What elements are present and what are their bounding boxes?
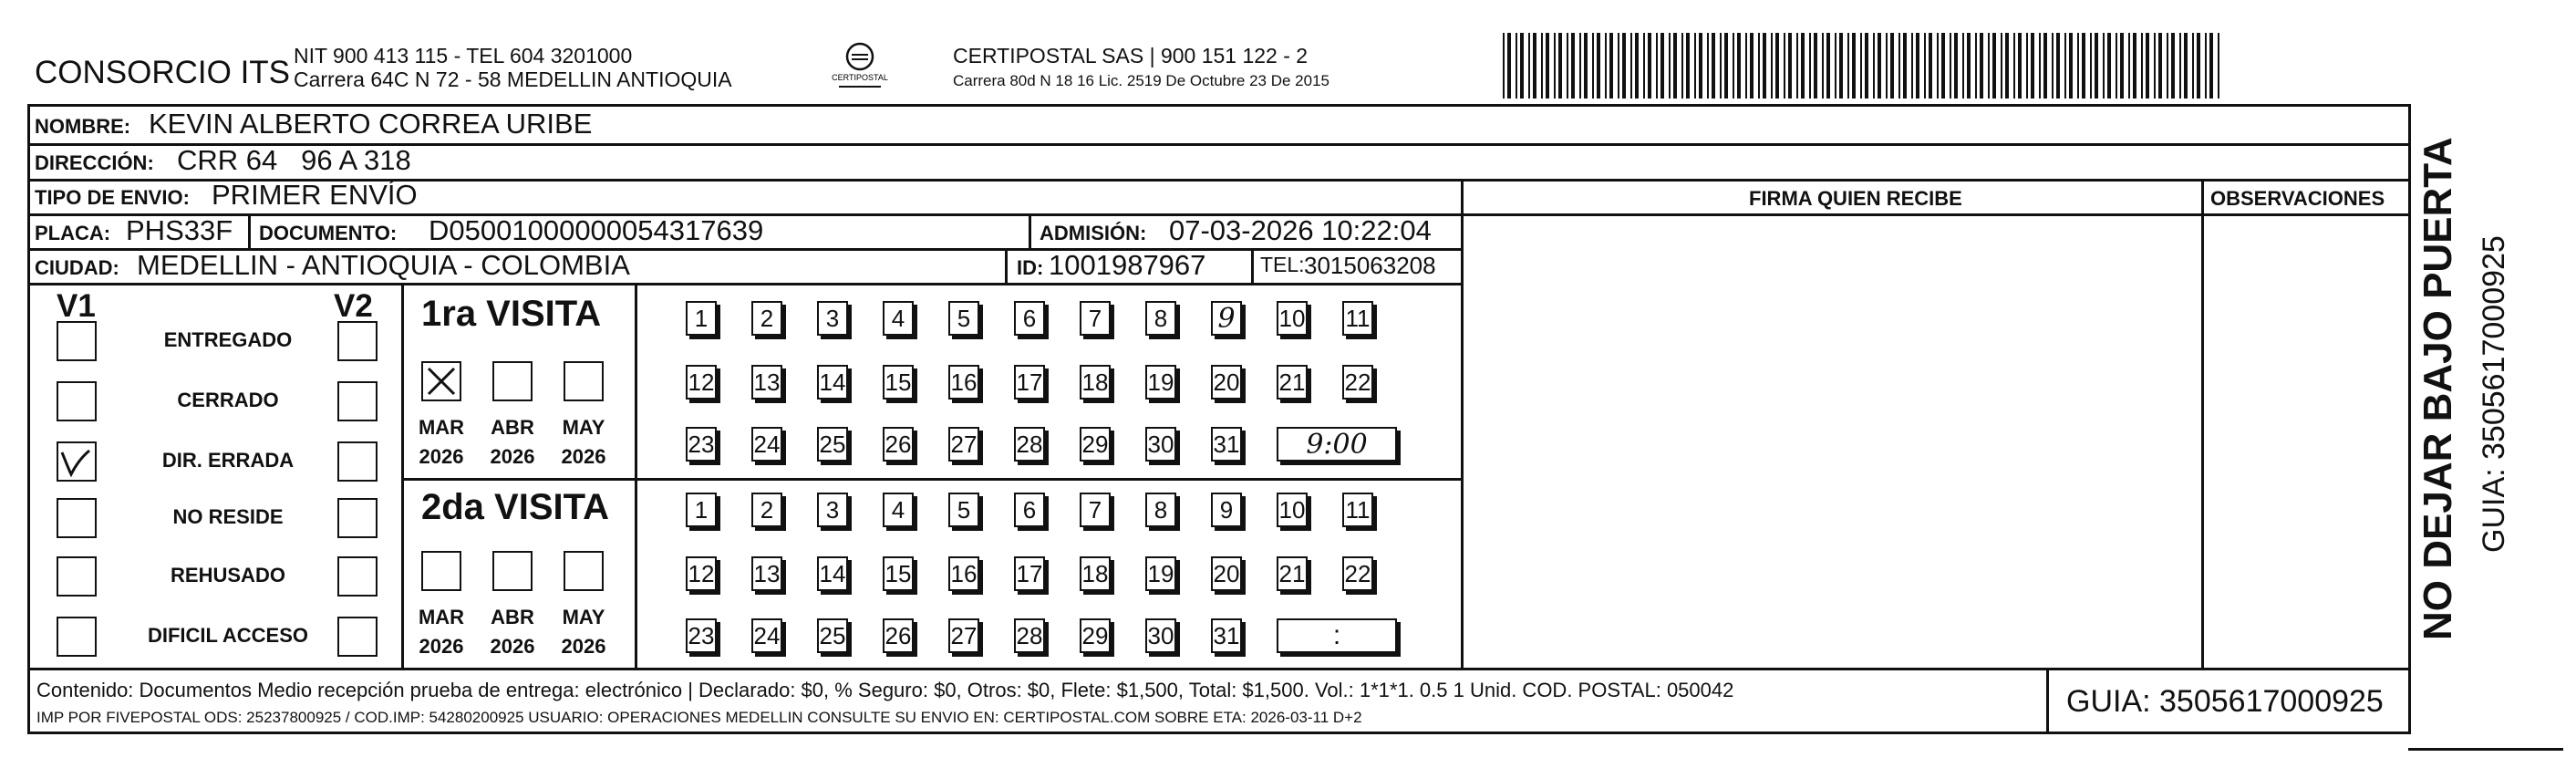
status-option-label: ENTREGADO [163,328,293,351]
license-line: Carrera 80d N 18 16 Lic. 2519 De Octubre 23 De 2015 [953,72,1329,89]
day-box[interactable]: 30 [1145,427,1176,462]
day-box[interactable]: 10 [1277,301,1308,336]
v2-checkbox[interactable] [337,556,378,597]
month-checkbox[interactable] [564,551,604,591]
day-box[interactable]: 9 [1211,493,1242,527]
day-box[interactable]: 4 [883,493,914,527]
placa-label: PLACA: [35,222,111,244]
observaciones-label: OBSERVACIONES [2210,187,2385,210]
day-box[interactable]: 6 [1014,301,1045,336]
day-box[interactable]: 17 [1014,556,1045,591]
v2-checkbox[interactable] [337,321,378,361]
day-box[interactable]: 22 [1342,556,1373,591]
month-checkbox[interactable] [564,361,604,401]
v2-label: V2 [334,288,373,324]
month-checkbox[interactable] [492,361,533,401]
month-label: MAY [562,606,605,628]
day-box[interactable]: 16 [948,556,979,591]
year-label: 2026 [561,635,606,658]
admision-value: 07-03-2026 10:22:04 [1169,214,1432,246]
contenido-line: Contenido: Documentos Medio recepción prueba de entrega: electrónico | Declarado: $0, % Seguro: $0, Otros: $0, Flete: $1,500, Total: $1,500. Vol.: 1*1*1. 0.5 1 Unid. COD. POSTAL: 050042 [36,679,1734,701]
day-box[interactable]: 17 [1014,365,1045,400]
year-label: 2026 [419,635,464,658]
day-box[interactable]: 3 [817,301,848,336]
no-dejar-bajo-puerta: NO DEJAR BAJO PUERTA [2416,137,2460,640]
day-box[interactable]: 18 [1080,556,1111,591]
month-label: MAY [562,416,605,439]
v2-checkbox[interactable] [337,441,378,482]
day-box[interactable]: 7 [1080,301,1111,336]
day-box[interactable]: 6 [1014,493,1045,527]
day-box[interactable]: 12 [686,556,717,591]
company-name: CONSORCIO ITS [35,55,291,90]
documento-label: DOCUMENTO: [259,222,398,244]
firma-quien-recibe-label: FIRMA QUIEN RECIBE [1749,187,1962,210]
status-option-label: DIFICIL ACCESO [147,624,309,647]
day-box[interactable]: 8 [1145,301,1176,336]
v1-checkbox[interactable] [57,556,97,597]
month-checkbox[interactable] [421,551,461,591]
v1-checkbox[interactable] [57,441,97,482]
day-box[interactable]: 21 [1277,556,1308,591]
id-value: 1001987967 [1049,249,1206,281]
time-box[interactable]: 9:00 [1277,427,1397,462]
day-box[interactable]: 23 [686,427,717,462]
v2-checkbox[interactable] [337,617,378,657]
nombre-label: NOMBRE: [35,115,131,138]
day-box[interactable]: 24 [751,618,782,653]
day-box[interactable]: 27 [948,427,979,462]
day-box[interactable]: 22 [1342,365,1373,400]
day-box[interactable]: 7 [1080,493,1111,527]
logo-caption: CERTIPOSTAL [832,73,888,82]
month-label: ABR [491,416,534,439]
tipo-envio-label: TIPO DE ENVIO: [35,186,190,209]
day-box[interactable]: 13 [751,556,782,591]
admision-label: ADMISIÓN: [1040,222,1147,244]
tel-label: TEL: [1260,253,1305,276]
day-box[interactable]: 29 [1080,427,1111,462]
day-box[interactable]: 5 [948,493,979,527]
day-box[interactable]: 9 [1211,301,1242,336]
nombre-value: KEVIN ALBERTO CORREA URIBE [149,108,593,140]
imp-line: IMP POR FIVEPOSTAL ODS: 25237800925 / COD.IMP: 54280200925 USUARIO: OPERACIONES MEDELLIN CONSULTE SU ENVIO EN: CERTIPOSTAL.COM SOBRE ETA: 2026-03-11 D+2 [36,709,1362,726]
tel-value: 3015063208 [1304,252,1436,279]
ciudad-label: CIUDAD: [35,256,119,279]
status-option-label: NO RESIDE [172,505,284,528]
month-label: ABR [491,606,534,628]
day-box[interactable]: 18 [1080,365,1111,400]
tipo-envio-value: PRIMER ENVÍO [212,179,418,211]
day-box[interactable]: 31 [1211,427,1242,462]
month-label: MAR [418,606,465,628]
day-box[interactable]: 25 [817,618,848,653]
nit-line: NIT 900 413 115 - TEL 604 3201000 [294,44,633,67]
v2-checkbox[interactable] [337,381,378,421]
day-box[interactable]: 31 [1211,618,1242,653]
time-box[interactable]: : [1277,618,1397,653]
side-guia: GUIA: 3505617000925 [2477,235,2511,553]
v2-checkbox[interactable] [337,498,378,538]
day-box[interactable]: 16 [948,365,979,400]
direccion-label: DIRECCIÓN: [35,151,154,174]
v1-checkbox[interactable] [57,617,97,657]
month-checkbox[interactable] [492,551,533,591]
year-label: 2026 [561,445,606,468]
footer-guia: GUIA: 3505617000925 [2066,684,2384,719]
day-box[interactable]: 28 [1014,427,1045,462]
v1-label: V1 [57,288,96,324]
v1-checkbox[interactable] [57,381,97,421]
certipostal-logo-icon [828,38,892,93]
year-label: 2026 [490,635,535,658]
status-option-label: REHUSADO [171,564,285,586]
v1-checkbox[interactable] [57,498,97,538]
day-box[interactable]: 24 [751,427,782,462]
day-box[interactable]: 4 [883,301,914,336]
direccion-value: CRR 64 96 A 318 [177,144,411,176]
day-box[interactable]: 10 [1277,493,1308,527]
carrier-line: CERTIPOSTAL SAS | 900 151 122 - 2 [953,44,1309,67]
day-box[interactable]: 19 [1145,365,1176,400]
day-box[interactable]: 11 [1342,493,1373,527]
year-label: 2026 [490,445,535,468]
day-box[interactable]: 26 [883,618,914,653]
day-box[interactable]: 15 [883,365,914,400]
day-box[interactable]: 2 [751,301,782,336]
year-label: 2026 [419,445,464,468]
day-box[interactable]: 28 [1014,618,1045,653]
day-box[interactable]: 13 [751,365,782,400]
day-box[interactable]: 29 [1080,618,1111,653]
documento-value: D05001000000054317639 [429,214,764,246]
month-checkbox[interactable] [421,361,461,401]
barcode [1503,33,2225,99]
address-line: Carrera 64C N 72 - 58 MEDELLIN ANTIOQUIA [294,67,732,91]
day-box[interactable]: 20 [1211,556,1242,591]
day-box[interactable]: 14 [817,365,848,400]
status-option-label: CERRADO [177,389,279,411]
placa-value: PHS33F [126,214,233,246]
day-box[interactable]: 23 [686,618,717,653]
day-box[interactable]: 1 [686,301,717,336]
day-box[interactable]: 1 [686,493,717,527]
day-box[interactable]: 2 [751,493,782,527]
day-box[interactable]: 12 [686,365,717,400]
day-box[interactable]: 3 [817,493,848,527]
status-option-label: DIR. ERRADA [161,449,295,472]
day-box[interactable]: 11 [1342,301,1373,336]
first-visit-label: 1ra VISITA [421,294,602,334]
id-label: ID: [1017,256,1044,279]
day-box[interactable]: 20 [1211,365,1242,400]
day-box[interactable]: 25 [817,427,848,462]
ciudad-value: MEDELLIN - ANTIOQUIA - COLOMBIA [137,249,630,281]
second-visit-label: 2da VISITA [421,487,609,527]
day-box[interactable]: 27 [948,618,979,653]
day-box[interactable]: 21 [1277,365,1308,400]
month-label: MAR [418,416,465,439]
day-box[interactable]: 8 [1145,493,1176,527]
day-box[interactable]: 5 [948,301,979,336]
day-box[interactable]: 15 [883,556,914,591]
day-box[interactable]: 30 [1145,618,1176,653]
day-box[interactable]: 26 [883,427,914,462]
v1-checkbox[interactable] [57,321,97,361]
day-box[interactable]: 19 [1145,556,1176,591]
day-box[interactable]: 14 [817,556,848,591]
